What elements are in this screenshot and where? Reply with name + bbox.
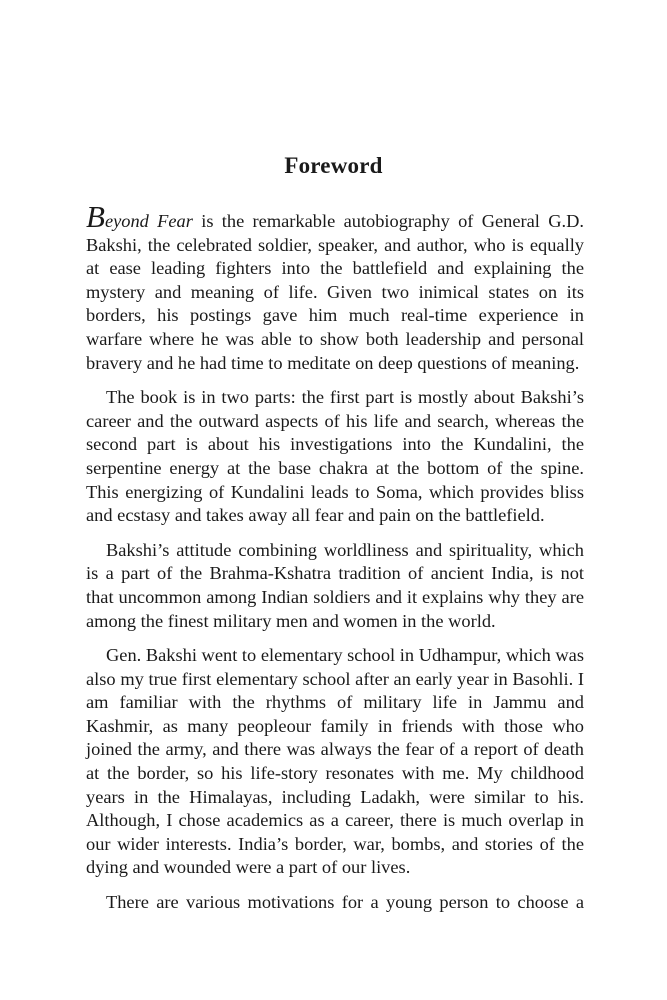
paragraph-3: Bakshi’s attitude combining worldliness and spirituality, which is a part of the Brahma-Kshatra tradition of ancient India, is not that uncommon among Indian soldiers and it explains why they are among the finest military men and women in the world. <box>86 539 584 631</box>
foreword-body <box>86 199 584 926</box>
paragraph-2: The book is in two parts: the first part is mostly about Bakshi’s career and the outward aspects of his life and search, whereas the second part is about his investigations into the Kundalini, the serpentine energy at the base chakra at the bottom of the spine. This energizing of Kundalini leads to Soma, which provides bliss and ecstasy and takes away all fear and pain on the battlefield. <box>86 387 584 526</box>
paragraph-1-text: is the remarkable autobiography of General G.D. Bakshi, the celebrated soldier, speaker, and author, who is equally at ease leading fighters into the battlefield and explaining the mystery and meaning of life. Given two inimical states on its borders, his postings gave him much real-time experience in warfare where he was able to show both leadership and personal bravery and he had time to meditate on deep questions of meaning. <box>86 211 584 373</box>
paragraph-4: Gen. Bakshi went to elementary school in Udhampur, which was also my true first elementary school after an early year in Basohli. I am familiar with the rhythms of military life in Jammu and Kashmir, as many peopleour family in friends with those who joined the army, and there was always the fear of a report of death at the border, so his life-story resonates with me. My childhood years in the Himalayas, including Ladakh, were similar to his. Although, I chose academics as a career, there is much overlap in our wider interests. India’s border, war, bombs, and stories of the dying and wounded were a part of our lives. <box>86 645 584 878</box>
paragraph-5: There are various motivations for a young person to choose a <box>106 892 584 913</box>
page-title: Foreword <box>284 153 383 178</box>
paragraph-1 <box>86 199 584 375</box>
book-title-italic: eyond Fear <box>104 211 193 231</box>
drop-cap: B <box>86 199 105 234</box>
